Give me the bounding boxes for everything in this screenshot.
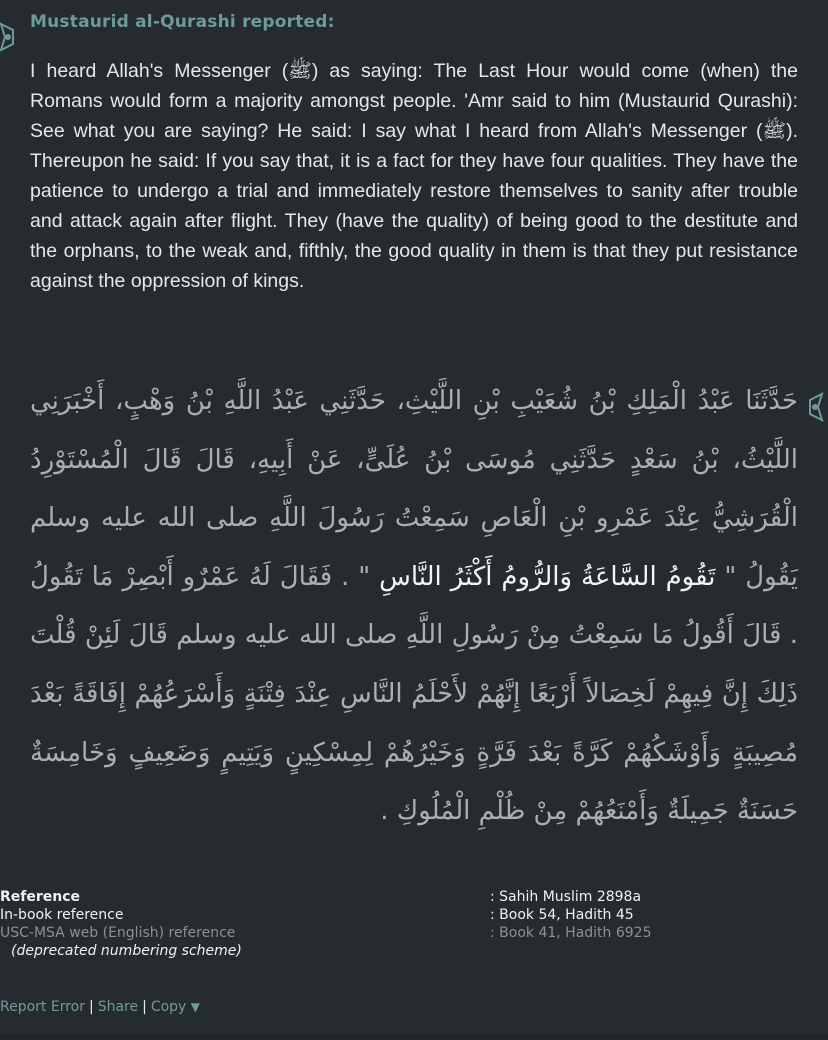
copy-link[interactable] bbox=[151, 999, 200, 1015]
arabic-continuation: " . فَقَالَ لَهُ عَمْرٌو أَبْصِرْ مَا تَقُولُ . قَالَ أَقُولُ مَا سَمِعْتُ مِنْ رَسُولِ اللَّهِ صلى الله عليه وسلم قَالَ لَئِنْ قُلْتَ ذَلِكَ إِنَّ فِيهِمْ لَخِصَالاً أَرْبَعًا إِنَّهُمْ لأَحْلَمُ النَّاسِ عِنْدَ فِتْنَةٍ وَأَسْرَعُهُمْ إِفَاقَةً بَعْدَ مُصِيبَةٍ وَأَوْشَكُهُمْ كَرَّةً بَعْدَ فَرَّةٍ وَخَيْرُهُمْ لِمِسْكِينٍ وَيَتِيمٍ وَضَعِيفٍ وَخَامِسَةٌ حَسَنَةٌ جَمِيلَةٌ وَأَمْنَعُهُمْ مِنْ ظُلْمِ الْمُلُوكِ . bbox=[30, 561, 798, 827]
usc-reference-value: : Book 41, Hadith 6925 bbox=[490, 925, 652, 941]
arabic-prophetic-quote: تَقُومُ السَّاعَةُ وَالرُّومُ أَكْثَرُ النَّاسِ bbox=[379, 561, 716, 592]
arabic-chain: حَدَّثَنَا عَبْدُ الْمَلِكِ بْنُ شُعَيْبِ بْنِ اللَّيْثِ، حَدَّثَنِي عَبْدُ اللَّهِ بْنُ وَهْبٍ، أَخْبَرَنِي اللَّيْثُ، بْنُ سَعْدٍ حَدَّثَنِي مُوسَى بْنُ عُلَىٍّ، عَنْ أَبِيهِ، قَالَ قَالَ الْمُسْتَوْرِدُ الْقُرَشِيُّ عِنْدَ عَمْرِو بْنِ الْعَاصِ سَمِعْتُ رَسُولَ اللَّهِ صلى الله عليه وسلم يَقُولُ " bbox=[30, 386, 798, 592]
reference-label: Reference bbox=[0, 889, 81, 905]
usc-reference-label: USC-MSA web (English) reference bbox=[0, 925, 236, 941]
share-link[interactable]: Share bbox=[97, 999, 139, 1015]
hadith-english-text: I heard Allah's Messenger (ﷺ) as saying: The Last Hour would come (when) the Romans would form a majority amongst people. 'Amr said to him (Mustaurid Qurashi): See what you are saying? He said: I say what I heard from Allah's Messenger (ﷺ). Thereupon he said: If you say that, it is a fact for they have four qualities. They have the patience to undergo a trial and immediately restore themselves to sanity after trouble and attack again after flight. They (have the quality) of being good to the destitute and the orphans, to the weak and, fifthly, the good quality in them is that they put resistance against the oppression of kings. bbox=[30, 60, 798, 292]
hadith-marker-icon bbox=[0, 22, 15, 52]
narrator-heading: Mustaurid al-Qurashi reported: bbox=[30, 12, 335, 32]
hadith-arabic-text bbox=[30, 372, 798, 841]
usc-deprecated-note: (deprecated numbering scheme) bbox=[11, 943, 242, 959]
report-error-link[interactable]: Report Error bbox=[0, 999, 85, 1015]
hadith-marker-icon bbox=[808, 392, 826, 422]
action-separator: | bbox=[142, 999, 147, 1015]
copy-label: Copy bbox=[150, 999, 187, 1015]
action-separator: | bbox=[88, 999, 94, 1015]
reference-value: : Sahih Muslim 2898a bbox=[490, 889, 642, 905]
chevron-down-icon: ▼ bbox=[190, 1000, 201, 1014]
action-links bbox=[0, 998, 200, 1016]
inbook-reference-label: In-book reference bbox=[0, 907, 124, 923]
bottom-divider bbox=[0, 1034, 828, 1040]
inbook-reference-value: : Book 54, Hadith 45 bbox=[490, 907, 634, 923]
